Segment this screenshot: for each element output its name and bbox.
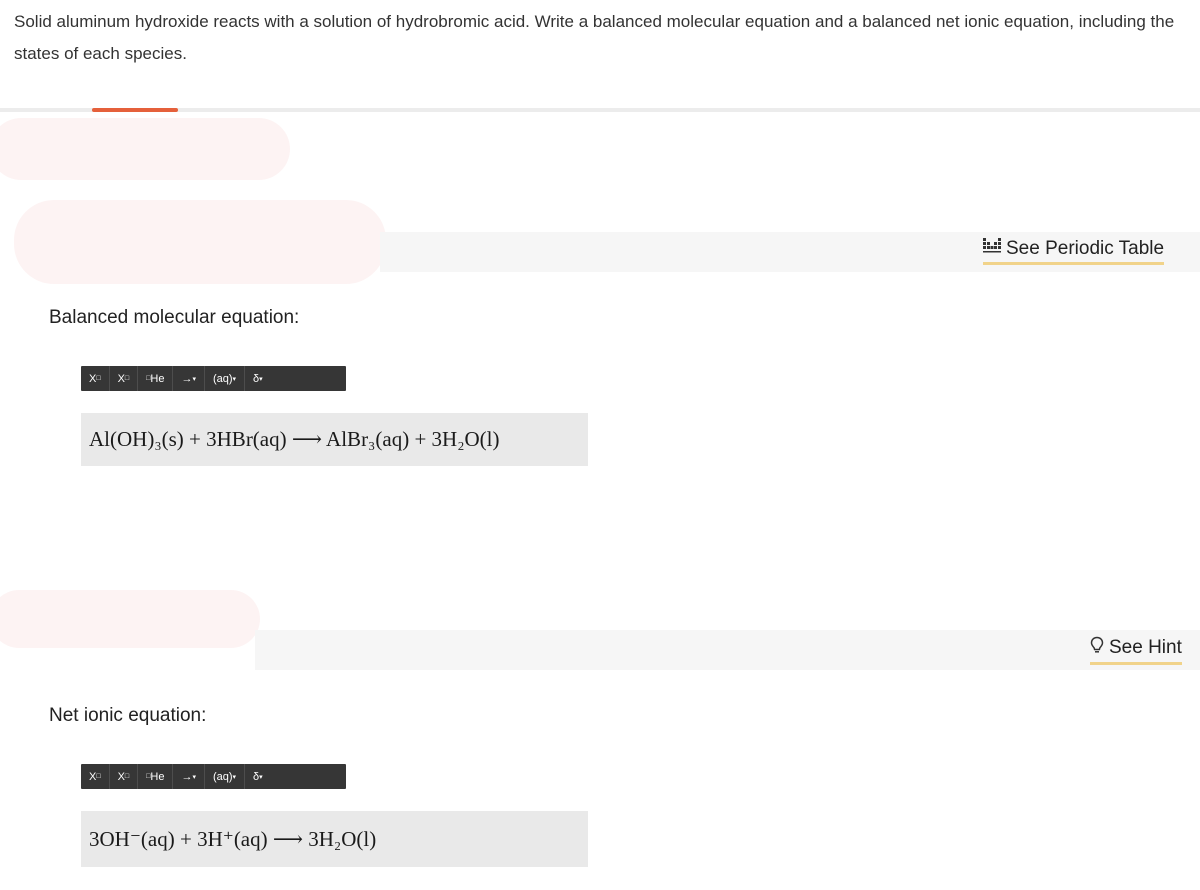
superscript-button[interactable]: X □ <box>81 366 110 391</box>
molecular-equation-answer[interactable]: Al(OH)₃(s) + 3HBr(aq) ⟶ AlBr₃(aq) + 3H₂O(l) <box>81 413 588 466</box>
redacted-area <box>0 118 290 180</box>
see-periodic-table-link[interactable] <box>983 238 1164 265</box>
active-tab-indicator <box>92 108 178 112</box>
subscript-button[interactable]: X □ <box>110 764 139 789</box>
delta-button[interactable]: δ ▾ <box>253 372 263 385</box>
arrow-button[interactable]: → ▾ <box>173 366 205 391</box>
question-text: Solid aluminum hydroxide reacts with a solution of hydrobromic acid. Write a balanced molecular equation and a balanced net ionic equation, including the states of each species. <box>14 12 1175 63</box>
see-hint-link[interactable] <box>1090 636 1182 665</box>
state-button[interactable]: (aq) ▾ <box>205 764 245 789</box>
equation-toolbar <box>81 764 346 789</box>
redacted-area <box>0 590 260 648</box>
see-periodic-table-label: See Periodic Table <box>1006 238 1165 259</box>
equation-toolbar <box>81 366 346 391</box>
see-hint-label: See Hint <box>1109 637 1182 658</box>
tab-bar-divider <box>0 108 1200 112</box>
periodic-table-icon <box>983 238 1001 260</box>
hint-bar <box>255 630 1200 670</box>
net-ionic-equation-answer[interactable]: 3OH⁻(aq) + 3H⁺(aq) ⟶ 3H₂O(l) <box>81 811 588 867</box>
net-ionic-equation-label: Net ionic equation: <box>49 705 207 726</box>
subscript-button[interactable]: X □ <box>110 366 139 391</box>
element-button[interactable]: □ He <box>138 764 173 789</box>
superscript-button[interactable]: X □ <box>81 764 110 789</box>
lightbulb-icon <box>1090 636 1104 660</box>
element-button[interactable]: □ He <box>138 366 173 391</box>
arrow-button[interactable]: → ▾ <box>173 764 205 789</box>
molecular-equation-label: Balanced molecular equation: <box>49 307 300 328</box>
redacted-area <box>14 200 386 284</box>
delta-button[interactable]: δ ▾ <box>253 770 263 783</box>
state-button[interactable]: (aq) ▾ <box>205 366 245 391</box>
